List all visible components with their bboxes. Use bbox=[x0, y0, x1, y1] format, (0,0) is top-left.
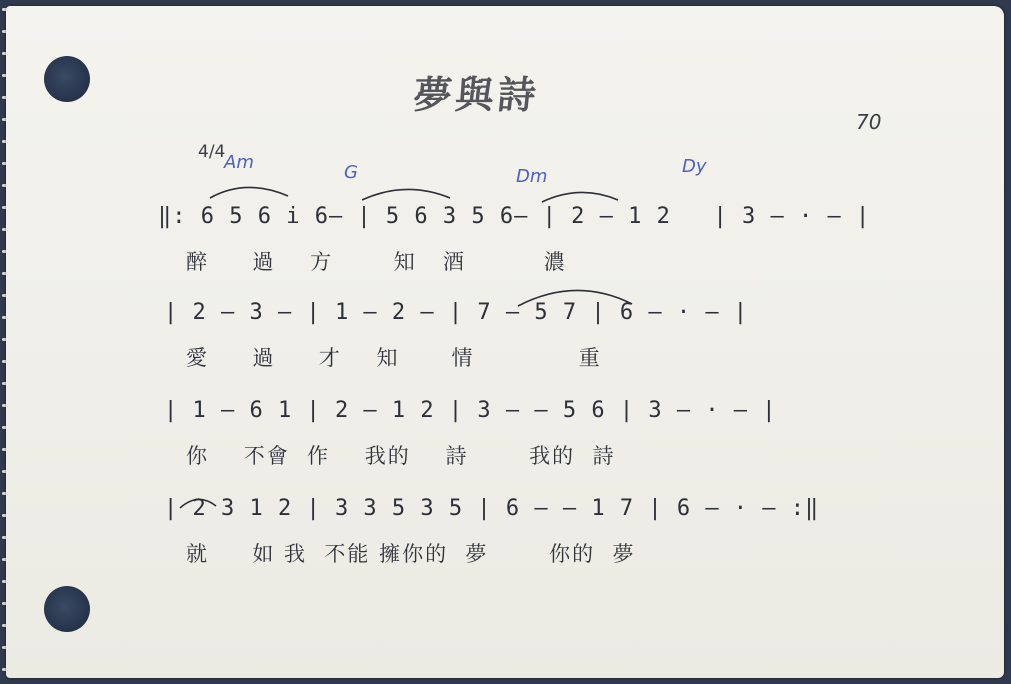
chord-label: Dy bbox=[682, 156, 707, 177]
sheet-paper bbox=[6, 6, 1004, 678]
lyrics-row: 你 不會 作 我的 詩 我的 詩 bbox=[186, 444, 616, 468]
notation-row: ‖: 6 5 6 i 6— | 5 6 3 5 6— | 2 — 1 2 | 3 — · — | bbox=[158, 204, 871, 229]
page-number: 70 bbox=[856, 110, 882, 134]
lyrics-row: 愛 過 才 知 情 重 bbox=[186, 346, 602, 370]
song-title: 夢與詩 bbox=[411, 73, 542, 117]
lyrics-row: 就 如 我 不能 擁你的 夢 你的 夢 bbox=[186, 542, 636, 566]
chord-label: G bbox=[344, 162, 358, 183]
notation-row: | 1 — 6 1 | 2 — 1 2 | 3 — — 5 6 | 3 — · — | bbox=[164, 398, 777, 423]
time-signature: 4/4 bbox=[198, 142, 226, 162]
chord-label: Am bbox=[224, 152, 254, 173]
notation-row: | 2 — 3 — | 1 — 2 — | 7 — 5 7 | 6 — · — | bbox=[164, 300, 749, 325]
chord-label: Dm bbox=[516, 166, 548, 187]
lyrics-row: 醉 過 方 知 酒 濃 bbox=[186, 250, 567, 274]
notation-row: | 2 3 1 2 | 3 3 5 3 5 | 6 — — 1 7 | 6 — · — :‖ bbox=[164, 496, 820, 521]
